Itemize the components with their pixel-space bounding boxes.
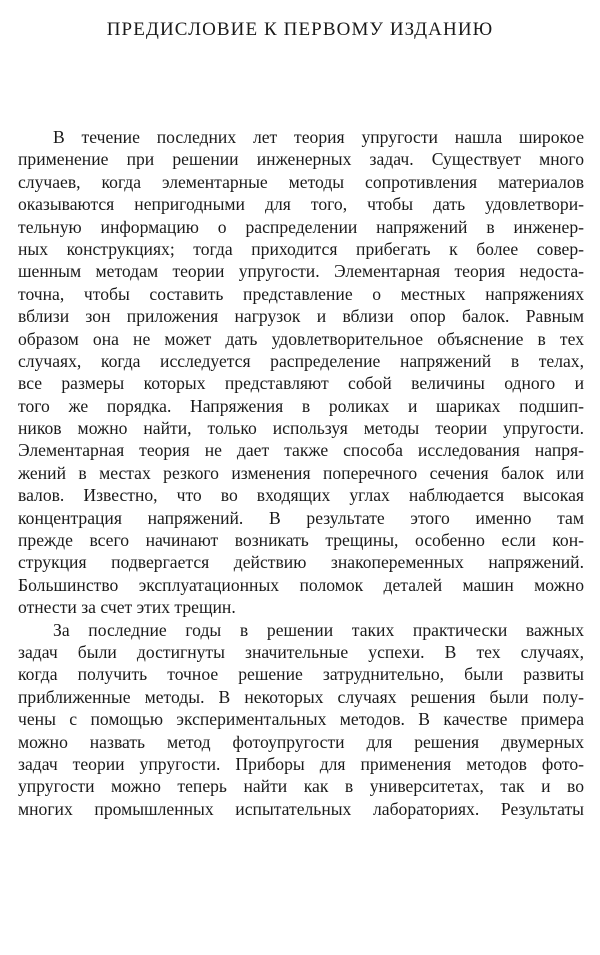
text-line: вблизи зон приложения нагрузок и вблизи опор балок. Равным <box>18 306 584 327</box>
text-line: задач теории упругости. Приборы для применения методов фото- <box>18 753 584 774</box>
text-line: случаев, когда элементарные методы сопротивления материалов <box>18 171 584 192</box>
text-line: образом она не может дать удовлетворительное объяснение в тех <box>18 328 584 349</box>
text-line: задач были достигнуты значительные успехи. В тех случаях, <box>18 641 584 662</box>
body-text <box>18 126 584 820</box>
text-line: точна, чтобы составить представление о местных напряжениях <box>18 283 584 304</box>
text-line: струкция подвергается действию знакопеременных напряжений. <box>18 552 584 573</box>
text-line: применение при решении инженерных задач. Существует много <box>18 149 584 170</box>
text-line: шенным методам теории упругости. Элементарная теория недоста- <box>18 261 584 282</box>
paragraph <box>18 619 584 821</box>
text-line: того же порядка. Напряжения в роликах и шариках подшип- <box>18 395 584 416</box>
text-line: отнести за счет этих трещин. <box>18 597 236 618</box>
text-line: Элементарная теория не дает также способа исследования напря- <box>18 440 584 461</box>
text-line: ных конструкциях; тогда приходится прибегать к более совер- <box>18 238 584 259</box>
text-line: Большинство эксплуатационных поломок деталей машин можно <box>18 574 584 595</box>
text-line: валов. Известно, что во входящих углах наблюдается высокая <box>18 485 584 506</box>
text-line: В течение последних лет теория упругости нашла широкое <box>53 127 584 147</box>
text-line: прежде всего начинают возникать трещины, особенно если кон- <box>18 530 584 551</box>
text-line: все размеры которых представляют собой величины одного и <box>18 373 584 394</box>
text-line: упругости можно теперь найти как в университетах, так и во <box>18 776 584 797</box>
text-line: ников можно найти, только используя методы теории упругости. <box>18 418 584 439</box>
text-line: жений в местах резкого изменения поперечного сечения балок или <box>18 462 584 483</box>
text-line: можно назвать метод фотоупругости для решения двумерных <box>18 731 584 752</box>
text-line: За последние годы в решении таких практически важных <box>53 619 584 640</box>
text-line: оказываются непригодными для того, чтобы дать удовлетвори- <box>18 194 584 215</box>
text-line: концентрация напряжений. В результате этого именно там <box>18 507 584 528</box>
paragraph <box>18 126 584 619</box>
text-line: тельную информацию о распределении напряжений в инженер- <box>18 216 584 237</box>
text-line: случаях, когда исследуется распределение напряжений в телах, <box>18 350 584 371</box>
text-line: когда получить точное решение затруднительно, были развиты <box>18 664 584 685</box>
text-line: приближенные методы. В некоторых случаях решения были полу- <box>18 686 584 707</box>
text-line: чены с помощью экспериментальных методов. В качестве примера <box>18 709 584 730</box>
text-line: многих промышленных испытательных лабораториях. Результаты <box>18 798 584 819</box>
page-title: ПРЕДИСЛОВИЕ К ПЕРВОМУ ИЗДАНИЮ <box>106 19 494 40</box>
